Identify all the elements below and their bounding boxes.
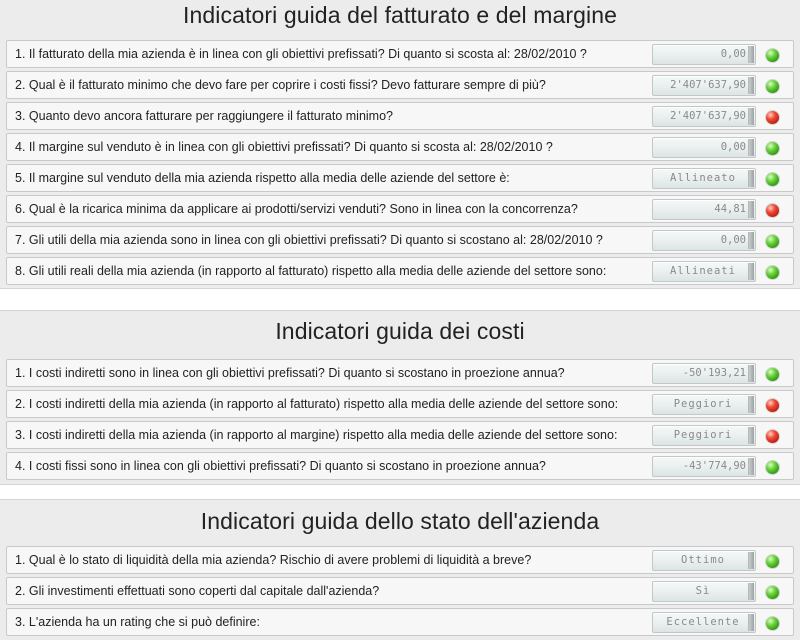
indicator-row <box>6 608 794 636</box>
panel-costi <box>0 310 800 485</box>
indicator-value-field[interactable]: Allineato <box>652 168 756 189</box>
indicator-value-field[interactable]: 2'407'637,90 <box>652 75 756 96</box>
indicator-question: 4. I costi fissi sono in linea con gli obiettivi prefissati? Di quanto si scostano in proezione annua? <box>15 459 546 473</box>
indicator-question: 2. I costi indiretti della mia azienda (in rapporto al fatturato) rispetto alla media delle aziende del settore sono: <box>15 397 619 411</box>
status-ok-icon <box>766 173 779 186</box>
indicator-question: 5. Il margine sul venduto della mia azienda rispetto alla media delle aziende del settore è: <box>15 171 510 185</box>
indicator-question: 2. Gli investimenti effettuati sono coperti dal capitale dall'azienda? <box>15 584 380 598</box>
status-alert-icon <box>766 111 779 124</box>
indicator-row <box>6 577 794 605</box>
indicator-question: 4. Il margine sul venduto è in linea con gli obiettivi prefissati? Di quanto si scosta al: 28/02/2010 ? <box>15 140 553 154</box>
status-ok-icon <box>766 461 779 474</box>
status-alert-icon <box>766 204 779 217</box>
indicator-value-field[interactable]: -50'193,21 <box>652 363 756 384</box>
status-ok-icon <box>766 49 779 62</box>
indicator-row <box>6 40 794 68</box>
section-title: Indicatori guida dei costi <box>275 318 525 344</box>
status-ok-icon <box>766 555 779 568</box>
status-ok-icon <box>766 235 779 248</box>
indicator-question: 3. L'azienda ha un rating che si può definire: <box>15 615 260 629</box>
status-ok-icon <box>766 586 779 599</box>
status-alert-icon <box>766 399 779 412</box>
indicator-row <box>6 421 794 449</box>
indicator-value-field[interactable]: Sì <box>652 581 756 602</box>
panel-stato-azienda <box>0 499 800 640</box>
status-ok-icon <box>766 368 779 381</box>
indicator-value-field[interactable]: Allineati <box>652 261 756 282</box>
indicator-row <box>6 452 794 480</box>
indicator-question: 7. Gli utili della mia azienda sono in linea con gli obiettivi prefissati? Di quanto si scostano al: 28/02/2010 ? <box>15 233 603 247</box>
indicator-question: 3. I costi indiretti della mia azienda (in rapporto al margine) rispetto alla media delle aziende del settore sono: <box>15 428 618 442</box>
indicator-question: 8. Gli utili reali della mia azienda (in rapporto al fatturato) rispetto alla media delle aziende del settore sono: <box>15 264 607 278</box>
indicator-value-field[interactable]: Ottimo <box>652 550 756 571</box>
status-ok-icon <box>766 142 779 155</box>
indicator-row <box>6 390 794 418</box>
indicator-row <box>6 133 794 161</box>
status-ok-icon <box>766 80 779 93</box>
indicator-row <box>6 546 794 574</box>
indicator-row <box>6 359 794 387</box>
section-title: Indicatori guida dello stato dell'azienda <box>200 508 600 534</box>
status-ok-icon <box>766 266 779 279</box>
indicator-question: 3. Quanto devo ancora fatturare per raggiungere il fatturato minimo? <box>15 109 393 123</box>
indicator-value-field[interactable]: 0,00 <box>652 137 756 158</box>
indicator-value-field[interactable]: 0,00 <box>652 230 756 251</box>
indicator-question: 1. Il fatturato della mia azienda è in linea con gli obiettivi prefissati? Di quanto si scosta al: 28/02/2010 ? <box>15 47 587 61</box>
indicator-row <box>6 102 794 130</box>
status-ok-icon <box>766 617 779 630</box>
indicator-row <box>6 71 794 99</box>
indicator-value-field[interactable]: 44,81 <box>652 199 756 220</box>
indicator-value-field[interactable]: -43'774,90 <box>652 456 756 477</box>
indicator-question: 1. Qual è lo stato di liquidità della mia azienda? Rischio di avere problemi di liquidità a breve? <box>15 553 532 567</box>
indicator-question: 1. I costi indiretti sono in linea con gli obiettivi prefissati? Di quanto si scostano in proezione annua? <box>15 366 565 380</box>
indicator-row <box>6 195 794 223</box>
indicator-row <box>6 164 794 192</box>
panel-fatturato-margine <box>0 0 800 289</box>
indicator-row <box>6 257 794 285</box>
indicator-question: 2. Qual è il fatturato minimo che devo fare per coprire i costi fissi? Devo fatturare sempre di più? <box>15 78 546 92</box>
indicator-row <box>6 226 794 254</box>
indicator-value-field[interactable]: 2'407'637,90 <box>652 106 756 127</box>
indicator-value-field[interactable]: 0,00 <box>652 44 756 65</box>
status-alert-icon <box>766 430 779 443</box>
section-title: Indicatori guida del fatturato e del margine <box>183 2 617 28</box>
indicator-value-field[interactable]: Eccellente <box>652 612 756 633</box>
indicator-question: 6. Qual è la ricarica minima da applicare ai prodotti/servizi venduti? Sono in linea con la concorrenza? <box>15 202 578 216</box>
indicator-value-field[interactable]: Peggiori <box>652 394 756 415</box>
indicator-value-field[interactable]: Peggiori <box>652 425 756 446</box>
